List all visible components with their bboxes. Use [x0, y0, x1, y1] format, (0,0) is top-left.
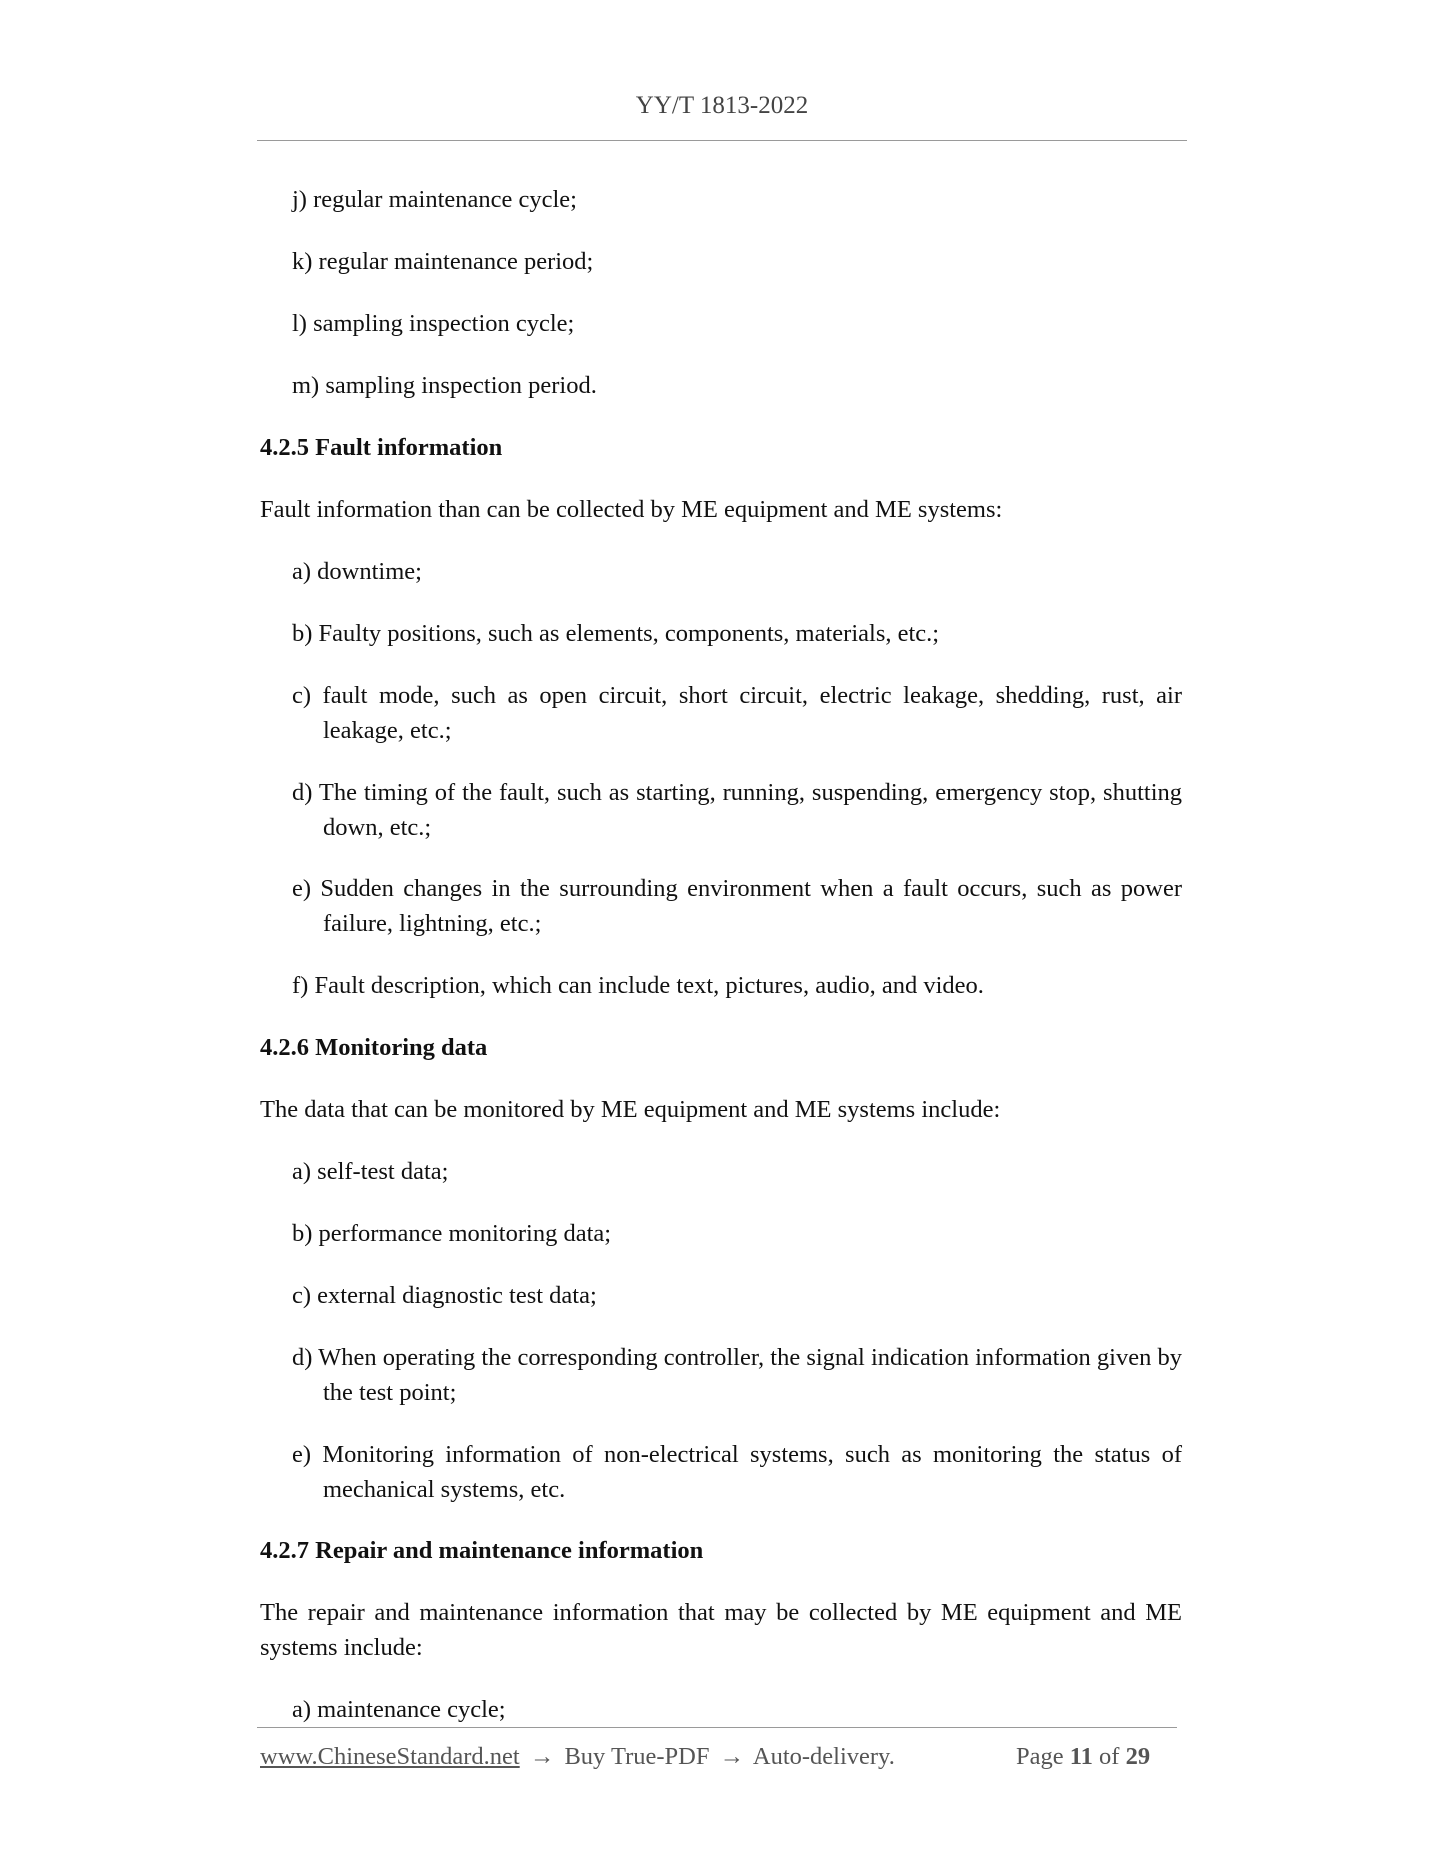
paragraph: The data that can be monitored by ME equipment and ME systems include:: [260, 1096, 1001, 1123]
list-item: l) sampling inspection cycle;: [292, 310, 575, 337]
list-item: e) Monitoring information of non-electrical systems, such as monitoring the status of mechanical systems, etc.: [292, 1441, 1182, 1503]
list-item: c) fault mode, such as open circuit, short circuit, electric leakage, shedding, rust, air leakage, etc.;: [292, 682, 1182, 744]
paragraph: Fault information than can be collected by ME equipment and ME systems:: [260, 496, 1003, 523]
arrow-right-icon: →: [529, 1743, 555, 1770]
delivery-text: Auto-delivery.: [752, 1743, 895, 1770]
of-label: of: [1099, 1743, 1120, 1770]
list-item: m) sampling inspection period.: [292, 372, 597, 399]
document-header: YY/T 1813-2022: [635, 92, 809, 119]
page-label: Page: [1016, 1743, 1064, 1770]
header-divider: [257, 140, 1187, 141]
list-item: b) Faulty positions, such as elements, components, materials, etc.;: [292, 620, 940, 647]
section-heading: 4.2.5 Fault information: [260, 434, 503, 461]
footer-promo: [260, 1743, 895, 1771]
section-heading: 4.2.6 Monitoring data: [260, 1034, 488, 1061]
section-heading: 4.2.7 Repair and maintenance information: [260, 1537, 704, 1564]
list-item: b) performance monitoring data;: [292, 1220, 612, 1247]
buy-text: Buy True-PDF: [564, 1743, 710, 1770]
page-indicator: [1016, 1743, 1150, 1771]
list-item: a) self-test data;: [292, 1158, 449, 1185]
list-item: c) external diagnostic test data;: [292, 1282, 597, 1309]
arrow-right-icon: →: [719, 1743, 745, 1770]
page-total: 29: [1125, 1743, 1151, 1770]
list-item: d) The timing of the fault, such as starting, running, suspending, emergency stop, shutting down, etc.;: [292, 779, 1182, 841]
list-item: j) regular maintenance cycle;: [292, 186, 577, 213]
page-current: 11: [1069, 1743, 1093, 1770]
list-item: k) regular maintenance period;: [292, 248, 594, 275]
list-item: a) maintenance cycle;: [292, 1696, 506, 1723]
list-item: d) When operating the corresponding controller, the signal indication information given by the test point;: [292, 1344, 1182, 1406]
footer-divider: [257, 1727, 1177, 1728]
list-item: a) downtime;: [292, 558, 422, 585]
list-item: f) Fault description, which can include text, pictures, audio, and video.: [292, 972, 984, 999]
list-item: e) Sudden changes in the surrounding environment when a fault occurs, such as power failure, lightning, etc.;: [292, 875, 1182, 937]
paragraph: The repair and maintenance information that may be collected by ME equipment and ME systems include:: [260, 1599, 1182, 1661]
site-link[interactable]: www.ChineseStandard.net: [260, 1743, 520, 1770]
